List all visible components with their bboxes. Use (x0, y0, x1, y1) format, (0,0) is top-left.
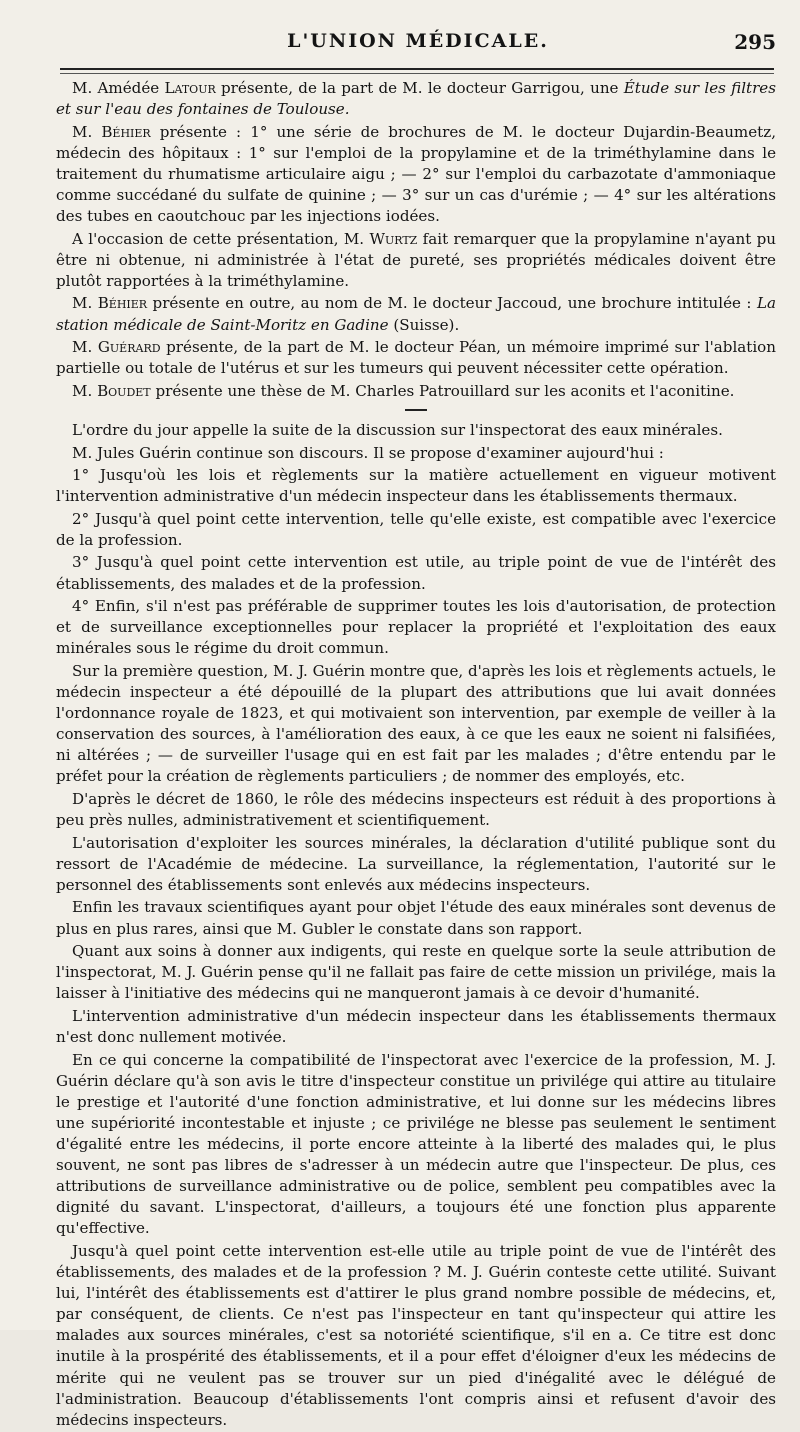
author-name: Guérard (97, 338, 161, 357)
author-name: Béhier (97, 294, 148, 313)
paragraph-wurtz: A l'occasion de cette présentation, M. Wurtz fait remarquer que la propylamine n'ayant pu être ni obtenue, ni administrée à l'état de pureté, ses propriétés médicales doivent être plutôt rapportées à la triméthylamine. (56, 229, 776, 290)
article-body (56, 78, 776, 1432)
paragraph-question-4: 4° Enfin, s'il n'est pas préférable de supprimer toutes les lois d'autorisation, de protection et de surveillance exceptionnelles pour replacer la propriété et l'exploitation des eaux minérales sous le régime du droit commun. (56, 597, 776, 658)
paragraph-premiere-question: Sur la première question, M. J. Guérin montre que, d'après les lois et règlements actuels, le médecin inspecteur a été dépouillé de la plupart des attributions que lui avait données l'ordonnance royale de 1823, et qui motivaient son intervention, par exemple de veiller à la conservation des sources, à l'amélioration des eaux, à ce que les eaux ne soient ni falsifiées, ni altérées ; — de surveiller l'usage qui en est fait par les malades ; d'être entendu par le préfet pour la création de règlements particuliers ; de nommer des employés, etc. (56, 661, 776, 786)
author-name: Boudet (97, 381, 151, 400)
paragraph-question-2: 2° Jusqu'à quel point cette intervention, telle qu'elle existe, est compatible avec l'exercice de la profession. (56, 509, 776, 549)
paragraph-utilite: Jusqu'à quel point cette intervention est-elle utile au triple point de vue de l'intérêt des établissements, des malades et de la profession ? M. J. Guérin conteste cette utilité. Suivant lui, l'intérêt des établissements est d'attirer le plus grand nombre possible de médecins, et, par conséquent, de clients. Ce n'est pas l'inspecteur en tant qu'inspecteur qui attire les malades aux sources minérales, c'est sa notoriété scientifique, s'il en a. Ce titre est donc inutile à la prospérité des établissements, et il a pour effet d'éloigner d'eux les médecins de mérite qui ne veulent pas se trouver sur un pied d'inégalité avec le délégué de l'administration. Beaucoup d'établissements l'ont compris ainsi et refusent d'avoir des médecins inspecteurs. (56, 1241, 776, 1429)
paragraph-ordre-du-jour: L'ordre du jour appelle la suite de la discussion sur l'inspectorat des eaux minérales. (72, 420, 723, 439)
header-rule (60, 68, 774, 70)
book-title: La station médicale de Saint-Moritz en Gadine (56, 294, 776, 334)
paragraph-behier-1: M. Béhier présente : 1° une série de brochures de M. le docteur Dujardin-Beaumetz, médecin des hôpitaux : 1° sur l'emploi de la propylamine et de la triméthylamine dans le traitement du rhumatisme articulaire aigu ; — 2° sur l'emploi du carbazotate d'ammoniaque comme succédané du sulfate de quinine ; — 3° sur un cas d'urémie ; — 4° sur les altérations des tubes en caoutchouc par les injections iodées. (56, 122, 776, 226)
book-title: Étude sur les filtres et sur l'eau des fontaines de Toulouse. (56, 79, 776, 119)
paragraph-guerard: M. Guérard présente, de la part de M. le docteur Péan, un mémoire imprimé sur l'ablation partielle ou totale de l'utérus et sur les tumeurs qui peuvent nécessiter cette opération. (56, 338, 776, 378)
paragraph-question-3: 3° Jusqu'à quel point cette intervention est utile, au triple point de vue de l'intérêt des établissements, des malades et de la profession. (56, 553, 776, 593)
author-name: Wurtz (369, 229, 418, 248)
paragraph-indigents: Quant aux soins à donner aux indigents, qui reste en quelque sorte la seule attribution de l'inspectorat, M. J. Guérin pense qu'il ne fallait pas faire de cette mission un privilége, mais la laisser à l'initiative des médecins qui ne manqueront jamais à ce devoir d'humanité. (56, 942, 776, 1003)
author-name: Béhier (101, 122, 151, 141)
author-name: Latour (164, 79, 216, 97)
paragraph-guerin-intro: M. Jules Guérin continue son discours. Il se propose d'examiner aujourd'hui : (72, 443, 664, 462)
paragraph-autorisation: L'autorisation d'exploiter les sources minérales, la déclaration d'utilité publique sont du ressort de l'Académie de médecine. La surveillance, la réglementation, l'autorité sur le personnel des établissements sont enlevés aux médecins inspecteurs. (56, 833, 776, 894)
header-rule-thin (60, 73, 774, 74)
paragraph-behier-2: M. Béhier présente en outre, au nom de M. le docteur Jaccoud, une brochure intitulée : La station médicale de Saint-Moritz en Gadine (Suisse). (56, 294, 776, 334)
paragraph-question-1: 1° Jusqu'où les lois et règlements sur la matière actuellement en vigueur motivent l'intervention administrative d'un médecin inspecteur dans les établissements thermaux. (56, 466, 776, 506)
paragraph-compatibilite: En ce qui concerne la compatibilité de l'inspectorat avec l'exercice de la profession, M. J. Guérin déclare qu'à son avis le titre d'inspecteur constitue un privilége qui attire au titulaire le prestige et l'autorité d'une fonction administrative, et lui donne sur les médecins libres une supériorité incontestable et injuste ; ce privilége ne blesse pas seulement le sentiment d'égalité entre les médecins, il porte encore atteinte à la liberté des malades qui, le plus souvent, ne sont pas libres de s'adresser à un médecin autre que l'inspecteur. De plus, ces attributions de surveillance administrative ou de police, semblent peu compatibles avec la dignité du savant. L'inspectorat, d'ailleurs, a toujours été une fonction plus apparente qu'effective. (56, 1050, 776, 1238)
paragraph-boudet: M. Boudet présente une thèse de M. Charles Patrouillard sur les aconits et l'aconitine. (72, 381, 735, 400)
page-header (60, 30, 776, 60)
paragraph-decret-1860: D'après le décret de 1860, le rôle des médecins inspecteurs est réduit à des proportions à peu près nulles, administrativement et scientifiquement. (56, 790, 776, 830)
paragraph-travaux: Enfin les travaux scientifiques ayant pour objet l'étude des eaux minérales sont devenus de plus en plus rares, ainsi que M. Gubler le constate dans son rapport. (56, 898, 776, 938)
paragraph-intervention: L'intervention administrative d'un médecin inspecteur dans les établissements thermaux n'est donc nullement motivée. (56, 1006, 776, 1047)
section-separator (405, 409, 427, 411)
running-title: L'UNION MÉDICALE. (287, 30, 549, 52)
page-number: 295 (734, 30, 776, 54)
paragraph-latour: M. Amédée Latour présente, de la part de M. le docteur Garrigou, une Étude sur les filtres et sur l'eau des fontaines de Toulouse. (56, 79, 776, 119)
